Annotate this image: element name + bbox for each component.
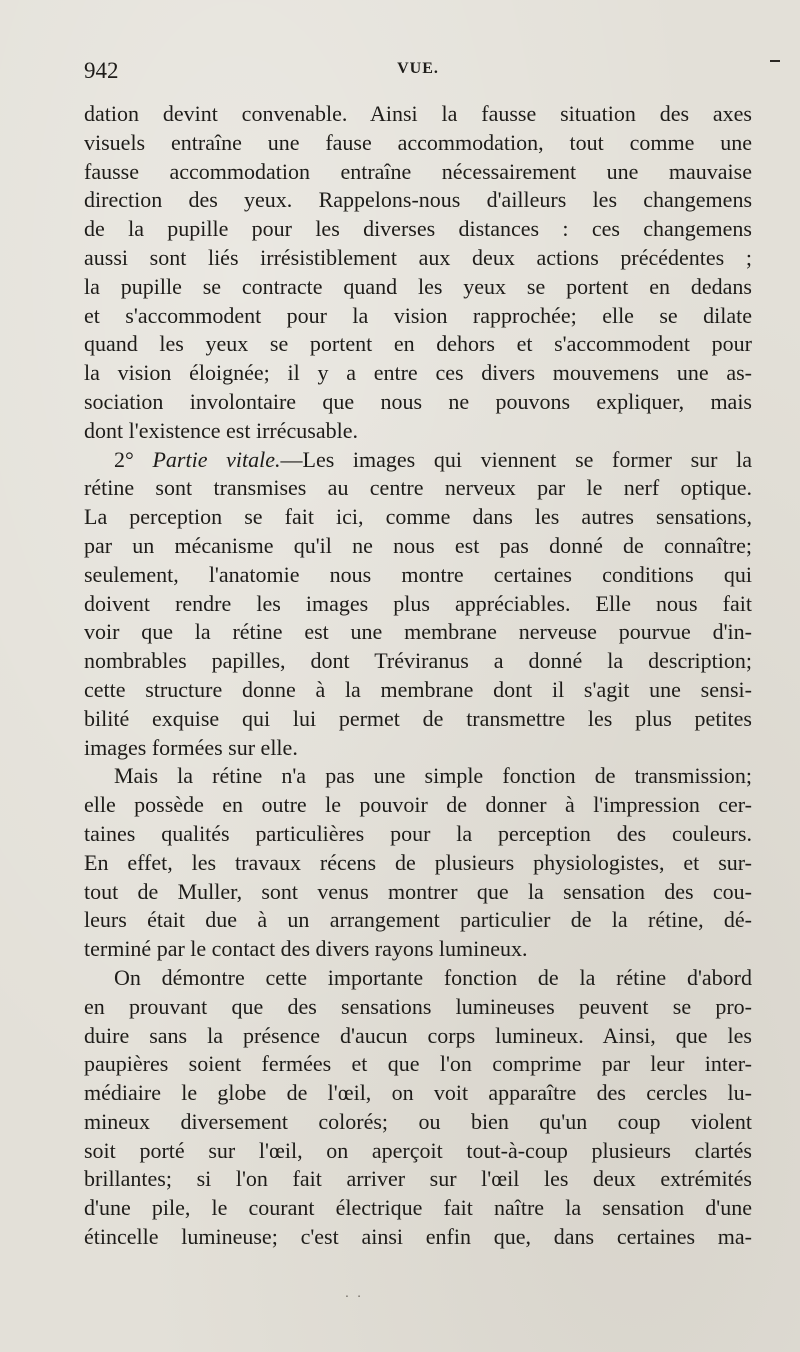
text-line: bilité exquise qui lui permet de transmettre les plus petites: [84, 705, 752, 731]
section-number: 2°: [114, 446, 134, 472]
text-line: La perception se fait ici, comme dans les autres sensations,: [84, 504, 752, 530]
text-line: fausse accommodation entraîne nécessairement une mauvaise: [84, 158, 752, 184]
text-line: taines qualités particulières pour la perception des couleurs.: [84, 820, 752, 846]
page-header: [84, 58, 752, 90]
text-line: rétine sont transmises au centre nerveux par le nerf optique.: [84, 475, 752, 501]
text-line: doivent rendre les images plus appréciables. Elle nous fait: [84, 590, 752, 616]
text-line: aussi sont liés irrésistiblement aux deux actions précédentes ;: [84, 244, 752, 270]
text-line: visuels entraîne une fause accommodation, tout comme une: [84, 129, 752, 155]
text-line: En effet, les travaux récens de plusieurs physiologistes, et sur-: [84, 849, 752, 875]
text-line: étincelle lumineuse; c'est ainsi enfin que, dans certaines ma-: [84, 1224, 752, 1250]
text-line: dont l'existence est irrécusable.: [84, 417, 358, 443]
margin-mark: [770, 60, 780, 62]
text-line: quand les yeux se portent en dehors et s'accommodent pour: [84, 331, 752, 357]
text-line: terminé par le contact des divers rayons lumineux.: [84, 936, 528, 962]
text-line: en prouvant que des sensations lumineuses peuvent se pro-: [84, 993, 752, 1019]
text-line: d'une pile, le courant électrique fait naître la sensation d'une: [84, 1195, 752, 1221]
text-line: images formées sur elle.: [84, 734, 298, 760]
text-line: voir que la rétine est une membrane nerveuse pourvue d'in-: [84, 619, 752, 645]
text-line: la pupille se contracte quand les yeux se portent en dedans: [84, 273, 752, 299]
text-line: duire sans la présence d'aucun corps lumineux. Ainsi, que les: [84, 1022, 752, 1048]
text-line: paupières soient fermées et que l'on comprime par leur inter-: [84, 1051, 752, 1077]
text-line: leurs était due à un arrangement particulier de la rétine, dé-: [84, 907, 752, 933]
text-line: cette structure donne à la membrane dont il s'agit une sensi-: [84, 676, 752, 702]
bottom-ornament: · ·: [344, 1290, 364, 1305]
text-line: sociation involontaire que nous ne pouvons expliquer, mais: [84, 388, 752, 414]
text-line: et s'accommodent pour la vision rapprochée; elle se dilate: [84, 302, 752, 328]
text-line: médiaire le globe de l'œil, on voit apparaître des cercles lu-: [84, 1080, 752, 1106]
text-line: tout de Muller, sont venus montrer que la sensation des cou-: [84, 878, 752, 904]
text-line: la vision éloignée; il y a entre ces divers mouvemens une as-: [84, 360, 752, 386]
text-line: Mais la rétine n'a pas une simple fonction de transmission;: [114, 763, 752, 789]
text-line: seulement, l'anatomie nous montre certaines conditions qui: [84, 561, 752, 587]
text-line: par un mécanisme qu'il ne nous est pas donné de connaître;: [84, 532, 752, 558]
text-line: On démontre cette importante fonction de la rétine d'abord: [114, 964, 752, 990]
text-line: nombrables papilles, dont Tréviranus a donné la description;: [84, 648, 752, 674]
text-line: soit porté sur l'œil, on aperçoit tout-à-coup plusieurs clartés: [84, 1137, 752, 1163]
text-line: de la pupille pour les diverses distances : ces changemens: [84, 216, 752, 242]
section-title: Partie vitale.: [152, 446, 281, 472]
page-number: 942: [84, 58, 119, 83]
running-head: VUE.: [397, 60, 439, 77]
text-line: direction des yeux. Rappelons-nous d'ailleurs les changemens: [84, 187, 752, 213]
text-line: brillantes; si l'on fait arriver sur l'œil les deux extrémités: [84, 1166, 752, 1192]
body-text: [84, 100, 752, 1252]
text-line: mineux diversement colorés; ou bien qu'un coup violent: [84, 1108, 752, 1134]
text-line: dation devint convenable. Ainsi la fausse situation des axes: [84, 101, 752, 126]
section-heading-line: [84, 446, 752, 475]
section-first-line: —Les images qui viennent se former sur la: [280, 446, 752, 472]
text-line: elle possède en outre le pouvoir de donner à l'impression cer-: [84, 792, 752, 818]
